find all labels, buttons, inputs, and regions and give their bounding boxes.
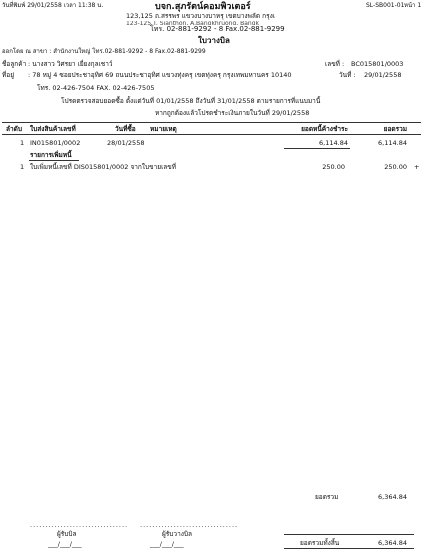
extra-row-total: 250.00 xyxy=(384,163,407,171)
company-name: บจก.สุภรัตน์คอมพิวเตอร์ xyxy=(155,2,251,12)
extra-debt-heading-underline xyxy=(29,160,79,161)
row-purchase-date: 28/01/2558 xyxy=(107,139,145,147)
extra-row-sign: + xyxy=(414,163,420,171)
document-title: ใบวางบิล xyxy=(198,36,230,45)
customer-name: : นางสาว วิศรยา เยี่ยงกุลเชาว์ xyxy=(28,60,113,68)
payment-due: หากถูกต้องแล้วโปรดชำระเงินภายในวันที่ 29/01/2558 xyxy=(155,109,310,117)
statement-period: โปรดตรวจสอบยอดซื้อ ตั้งแต่วันที่ 01/01/2558 ถึงวันที่ 31/01/2558 ตามรายการที่แนบมานี้ xyxy=(61,97,321,105)
grand-total-value: 6,364.84 xyxy=(378,539,407,547)
extra-debt-heading: รายการเพิ่มหนี้ xyxy=(30,151,72,159)
extra-row-description: ใบเพิ่มหนี้เลขที่ DIS015801/0002 จากใบขายเลขที่ xyxy=(30,163,177,171)
sum-value: 6,364.84 xyxy=(378,493,407,501)
biller-label: ผู้รับวางบิล xyxy=(162,530,193,538)
extra-row-number: 1 xyxy=(20,163,25,171)
company-address-english: 123-125 T. Sianthon, A.Bangkhruong, Bangk xyxy=(126,21,259,25)
receiver-signature-line: ................................ xyxy=(30,521,129,529)
table-top-rule xyxy=(2,122,421,123)
extra-row-outstanding: 250.00 xyxy=(322,163,345,171)
print-timestamp: วันที่พิมพ์ 29/01/2558 เวลา 11:38 น. xyxy=(2,2,104,9)
table-header-rule xyxy=(2,134,421,135)
column-header-note: หมายเหตุ xyxy=(150,125,177,133)
column-header-no: ลำดับ xyxy=(6,125,22,133)
row-underline xyxy=(284,148,350,149)
row-number: 1 xyxy=(20,139,25,147)
biller-date-blank: ___/___/___ xyxy=(150,540,184,548)
document-date: 29/01/2558 xyxy=(364,71,402,79)
biller-signature-line: ................................ xyxy=(140,521,239,529)
customer-address: : 78 หมู่ 4 ซอยประชาอุทิศ 69 ถนนประชาอุทิศ แขวงทุ่งครุ เขตทุ่งครุ กรุงเทพมหานคร 10140 xyxy=(28,71,292,79)
row-outstanding: 6,114.84 xyxy=(319,139,348,147)
issuer-branch: ออกโดย ณ สาขา : สำนักงานใหญ่ โทร.02-881-9292 - 8 Fax.02-881-9299 xyxy=(2,48,206,55)
document-code: SL-SB001-01 xyxy=(366,2,405,9)
receiver-date-blank: ___/___/___ xyxy=(48,540,82,548)
column-header-outstanding: ยอดหนี้ค้างชำระ xyxy=(301,125,348,133)
customer-phone: โทร. 02-426-7504 FAX. 02-426-7505 xyxy=(37,84,155,92)
customer-label: ชื่อลูกค้า xyxy=(2,60,27,68)
document-date-label: วันที่ : xyxy=(339,71,356,79)
address-label: ที่อยู่ xyxy=(2,71,14,79)
column-header-purchase-date: วันที่ซื้อ xyxy=(115,125,136,133)
sum-label: ยอดรวม xyxy=(315,493,339,501)
column-header-total: ยอดรวม xyxy=(383,125,407,133)
document-number: BC015801/0003 xyxy=(351,60,404,68)
row-delivery-no: IN015801/0002 xyxy=(30,139,81,147)
company-phone-fax: โทร. 02-881-9292 - 8 Fax.02-881-9299 xyxy=(150,25,285,33)
grand-total-top-rule xyxy=(284,534,414,535)
grand-total-label: ยอดรวมทั้งสิ้น xyxy=(300,539,340,547)
row-total: 6,114.84 xyxy=(378,139,407,147)
page-number: หน้า 1 xyxy=(404,2,422,9)
receiver-label: ผู้รับบิล xyxy=(57,530,77,538)
company-address-thai: 123,125 ถ.สรรพร แขวงบางบาหรุ เขตบางพลัด กรุงเ xyxy=(126,12,275,20)
document-number-label: เลขที่ : xyxy=(325,60,345,68)
grand-total-bottom-rule xyxy=(284,548,414,549)
column-header-delivery-no: ใบส่งสินค้าเลขที่ xyxy=(30,125,76,133)
